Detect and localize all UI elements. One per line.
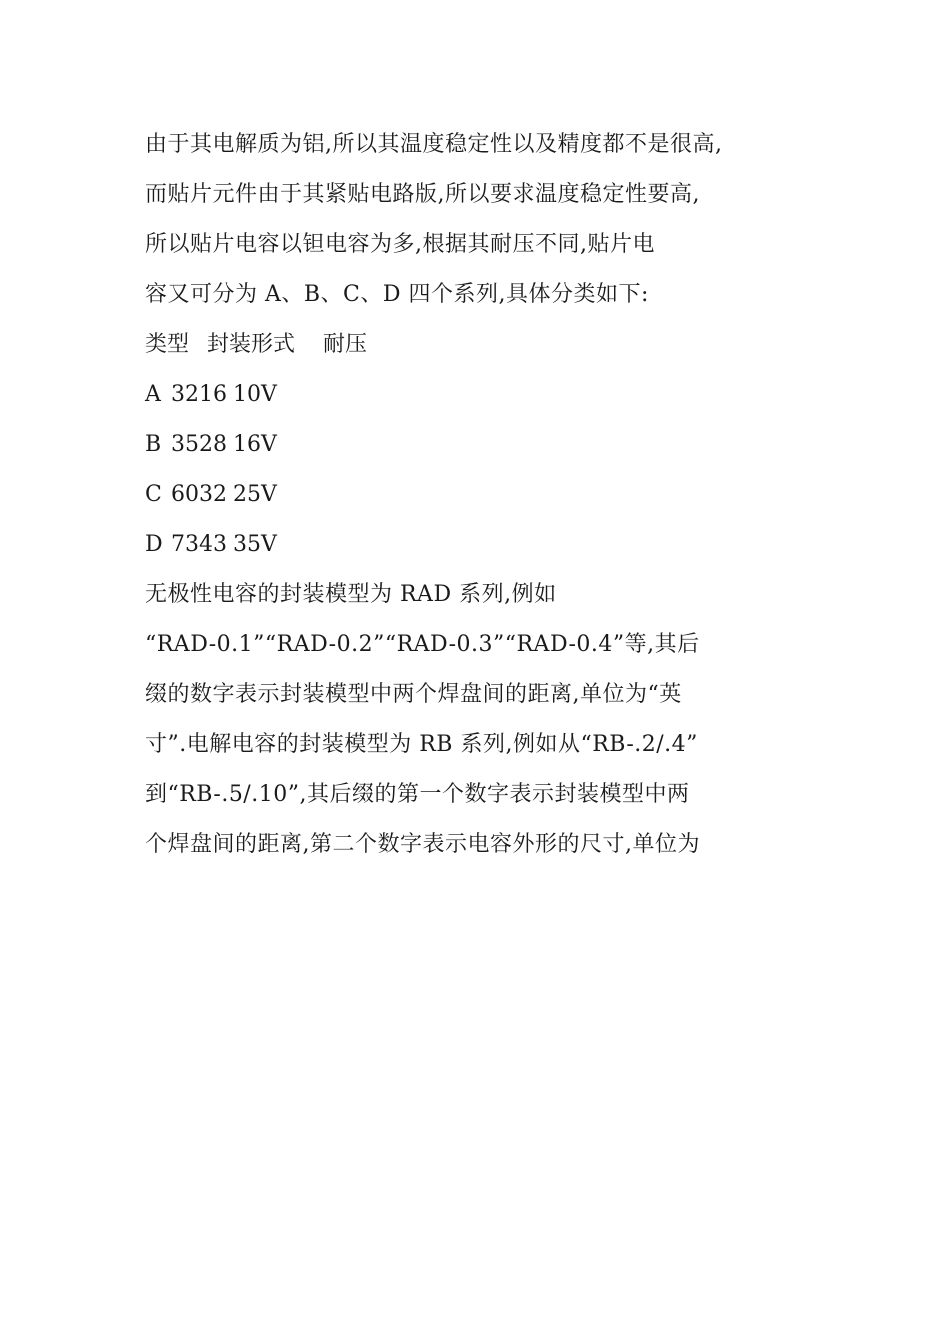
cell-type: D [145, 532, 163, 557]
cell-package: 3216 [171, 382, 227, 407]
cell-voltage: 10V [233, 382, 277, 407]
cell-voltage: 35V [233, 532, 277, 557]
table-row [145, 470, 825, 520]
cell-type: A [145, 382, 161, 407]
paragraph-line: 而贴片元件由于其紧贴电路版,所以要求温度稳定性要高, [145, 182, 700, 207]
table-row [145, 520, 825, 570]
table-row [145, 420, 825, 470]
cell-type: B [145, 432, 162, 457]
table-header-row [145, 320, 825, 370]
cell-package: 7343 [171, 532, 227, 557]
cell-voltage: 16V [233, 432, 277, 457]
paragraph-line: 到“RB-.5/.10”,其后缀的第一个数字表示封装模型中两 [145, 782, 690, 807]
paragraph-line: “RAD-0.1”“RAD-0.2”“RAD-0.3”“RAD-0.4”等,其后 [145, 632, 700, 657]
paragraph-line: 个焊盘间的距离,第二个数字表示电容外形的尺寸,单位为 [145, 832, 700, 857]
paragraph-line: 容又可分为 A、B、C、D 四个系列,具体分类如下: [145, 282, 649, 307]
cell-package: 6032 [171, 482, 227, 507]
header-type: 类型 [145, 332, 190, 357]
paragraph-line: 由于其电解质为铝,所以其温度稳定性以及精度都不是很高, [145, 132, 723, 157]
header-voltage: 耐压 [323, 332, 368, 357]
cell-package: 3528 [171, 432, 227, 457]
paragraph-line: 寸”.电解电容的封装模型为 RB 系列,例如从“RB-.2/.4” [145, 732, 698, 757]
paragraph-line: 无极性电容的封装模型为 RAD 系列,例如 [145, 582, 557, 607]
paragraph-line: 所以贴片电容以钽电容为多,根据其耐压不同,贴片电 [145, 232, 655, 257]
paragraph-line: 缀的数字表示封装模型中两个焊盘间的距离,单位为“英 [145, 682, 682, 707]
cell-voltage: 25V [233, 482, 277, 507]
header-package: 封装形式 [207, 332, 296, 357]
cell-type: C [145, 482, 162, 507]
table-row [145, 370, 825, 420]
document-body [145, 120, 825, 870]
